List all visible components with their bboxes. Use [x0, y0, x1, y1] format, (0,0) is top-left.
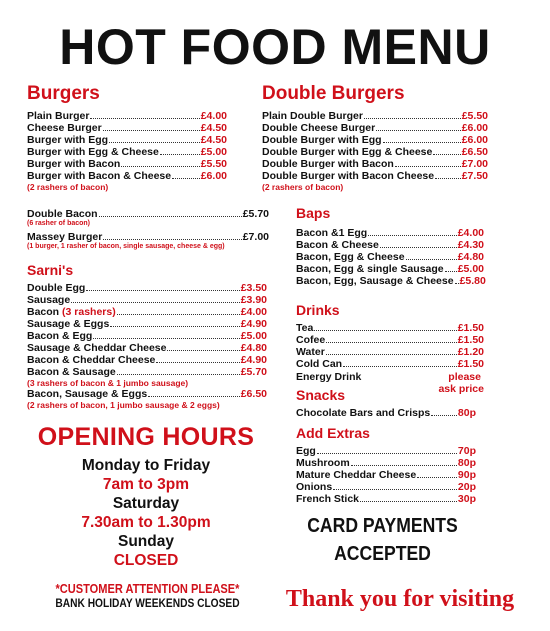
double-burgers-note: (2 rashers of bacon)	[262, 182, 344, 192]
drinks-section	[296, 302, 484, 395]
list-item: Cofee £1.50	[296, 334, 484, 346]
list-item: Bacon, Sausage & Eggs £6.50	[27, 388, 267, 400]
snacks-heading: Snacks	[296, 387, 346, 403]
opening-hours	[20, 422, 272, 570]
list-item: Bacon, Egg & Cheese £4.80	[296, 251, 484, 263]
list-item: Double Cheese Burger £6.00	[262, 122, 488, 134]
sunday-time: CLOSED	[113, 552, 179, 569]
list-item: Double Burger with Egg & Cheese £6.50	[262, 146, 488, 158]
sarnis-note-1: (3 rashers of bacon & 1 jumbo sausage)	[27, 378, 189, 388]
list-item: Onions 20p	[296, 481, 476, 493]
list-item: Burger with Egg & Cheese £5.00	[27, 146, 227, 158]
list-item: Double Bacon £5.70	[27, 208, 269, 220]
specials-section	[27, 208, 269, 251]
opening-hours-heading: OPENING HOURS	[37, 423, 255, 451]
card-payments-line-1: CARD PAYMENTS	[307, 515, 458, 537]
baps-section	[296, 205, 484, 287]
list-item: Burger with Bacon £5.50	[27, 158, 227, 170]
list-item: Burger with Egg £4.50	[27, 134, 227, 146]
weekday-label: Monday to Friday	[81, 457, 211, 474]
extras-heading: Add Extras	[296, 425, 370, 441]
list-item: Bacon & Egg £5.00	[27, 330, 267, 342]
customer-attention	[20, 581, 275, 610]
saturday-time: 7.30am to 1.30pm	[81, 514, 211, 531]
list-item: Sausage & Eggs £4.90	[27, 318, 267, 330]
list-item: Sausage £3.90	[27, 294, 267, 306]
list-item: Mature Cheddar Cheese 90p	[296, 469, 476, 481]
list-item: Bacon &1 Egg £4.00	[296, 227, 484, 239]
list-item: Cold Can £1.50	[296, 358, 484, 370]
list-item: Plain Burger £4.00	[27, 110, 227, 122]
list-item: Plain Double Burger £5.50	[262, 110, 488, 122]
list-item: Double Egg £3.50	[27, 282, 267, 294]
massey-note: (1 burger, 1 rasher of bacon, single sausage, cheese & egg)	[27, 243, 225, 250]
list-item: Burger with Bacon & Cheese £6.00	[27, 170, 227, 182]
extras-section	[296, 425, 476, 505]
attention-line-2: BANK HOLIDAY WEEKENDS CLOSED	[55, 596, 240, 610]
card-payments-line-2: ACCEPTED	[334, 543, 431, 565]
burgers-heading: Burgers	[27, 83, 100, 104]
double-burgers-section	[262, 83, 488, 192]
double-burgers-heading: Double Burgers	[262, 83, 405, 104]
burgers-section	[27, 83, 227, 192]
ask-price-text: ask price	[438, 383, 484, 395]
list-item: Tea £1.50	[296, 322, 484, 334]
list-item: Water £1.20	[296, 346, 484, 358]
list-item: Double Burger with Egg £6.00	[262, 134, 488, 146]
sarnis-section	[27, 262, 267, 410]
list-item: Bacon, Egg & single Sausage £5.00	[296, 263, 484, 275]
list-item: Mushroom 80p	[296, 457, 476, 469]
sunday-label: Sunday	[118, 533, 174, 550]
thank-you-text: Thank you for visiting	[285, 586, 515, 612]
list-item: Bacon & Sausage £5.70	[27, 366, 267, 378]
drinks-heading: Drinks	[296, 302, 340, 318]
sarnis-note-2: (2 rashers of bacon, 1 jumbo sausage & 2 eggs)	[27, 400, 220, 410]
list-item: Chocolate Bars and Crisps 80p	[296, 407, 476, 419]
list-item: Bacon (3 rashers) £4.00	[27, 306, 267, 318]
list-item: Bacon, Egg, Sausage & Cheese £5.80	[296, 275, 486, 287]
list-item: Double Burger with Bacon £7.00	[262, 158, 488, 170]
list-item: Cheese Burger £4.50	[27, 122, 227, 134]
list-item: Bacon & Cheese £4.30	[296, 239, 484, 251]
list-item: Egg 70p	[296, 445, 476, 457]
menu-title: HOT FOOD MENU	[59, 19, 491, 75]
sarnis-heading: Sarni's	[27, 262, 74, 278]
snacks-section	[296, 387, 476, 419]
list-item: Bacon & Cheddar Cheese £4.90	[27, 354, 267, 366]
list-item: Massey Burger £7.00	[27, 231, 269, 243]
double-bacon-note: (6 rasher of bacon)	[27, 220, 91, 227]
burgers-note: (2 rashers of bacon)	[27, 182, 109, 192]
list-item: Sausage & Cheddar Cheese £4.80	[27, 342, 267, 354]
baps-heading: Baps	[296, 205, 331, 221]
list-item: Double Burger with Bacon Cheese £7.50	[262, 170, 488, 182]
list-item: French Stick 30p	[296, 493, 476, 505]
list-item: Energy Drink please	[296, 371, 481, 383]
saturday-label: Saturday	[112, 495, 180, 512]
card-payments	[301, 512, 464, 568]
attention-line-1: *CUSTOMER ATTENTION PLEASE*	[55, 581, 240, 596]
weekday-time: 7am to 3pm	[102, 476, 190, 493]
